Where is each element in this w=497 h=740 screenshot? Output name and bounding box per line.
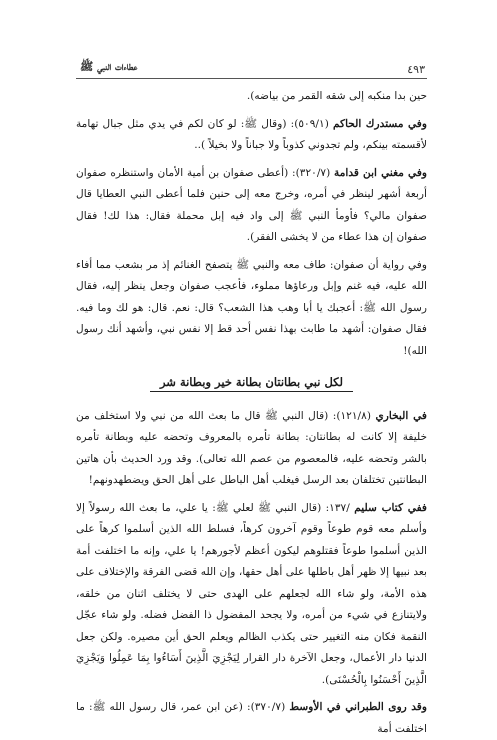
paragraph bbox=[76, 697, 427, 740]
paragraph-text: حين بدا منكبه إلى شقه القمر من بياضه). bbox=[246, 90, 427, 102]
paragraph-text: (٥٠٩/١): (وقال ﷺ: لو كان لكم في يدي مثل جبال تهامة لأقسمته بينكم، ولم تجدوني كذوباً ولا جباناً ولا بخيلاً ).. bbox=[76, 117, 427, 151]
running-title: عطاءات النبي ﷺ bbox=[80, 60, 138, 73]
paragraph bbox=[76, 255, 427, 363]
paragraph-text: وفي رواية أن صفوان: طاف معه والنبي ﷺ يتصفح الغنائم إذ مر بشعب مما أفاء الله عليه، فيه غنم وإبل ورعاؤها مملوء، فأعجب صفوان وجعل ينظر إليه، فقال رسول الله ﷺ: أعجبك يا أبا وهب هذا الشعب؟ قال: نعم. قال: هو لك وما فيه. فقال صفوان: أشهد ما طابت بهذا نفس أحد قط إلا نفس نبي، وأشهد أنك رسول الله)! bbox=[76, 258, 427, 357]
paragraph-lead: وفي مستدرك الحاكم bbox=[332, 117, 427, 130]
paragraph-text: (١٢١/٨): (قال النبي ﷺ قال ما بعث الله من نبي ولا استخلف من خليفة إلا كانت له بطانتان: بطانة تأمره بالمعروف وتحضه عليه وبطانة تأمره بالشر وتحضه عليه، فالمعصوم من عصم الله تعالى). وقد ورد الحديث بأن هاتين البطانتين تختلفان بعد الرسل فيغلب أهل الباطل على أهل الحق ويضطهدونهم! bbox=[76, 409, 427, 486]
paragraph-lead: ففي كتاب سليم bbox=[354, 501, 427, 514]
paragraph bbox=[76, 498, 427, 692]
paragraph-text: /١٣٧: (قال النبي ﷺ لعلي ﷺ: يا علي، ما بعث الله رسولاً إلا وأسلم معه قوم طوعاً وقوم آخرون كرهاً، فسلط الله الذين أسلموا كرهاً على الذين أسلموا طوعاً فقتلوهم ليكون أعظم لأجورهم! يا علي، وإنه ما اختلفت أمة بعد نبيها إلا ظهر أهل باطلها على أهل حقها، وإن الله قضى الفرقة والإختلاف على هذه الأمة، ولو شاء الله لجعلهم على الهدى حتى لا يختلف اثنان من خلقه، ولايتنازع في شيء من أمره، ولا يجحد المفضول ذا الفضل فضله. ولو شاء عجّل النقمة فكان منه التغيير حتى يكذب الظالم ويعلم الحق أين مصيره. ولكن جعل الدنيا دار الأعمال، وجعل الآخرة دار القرار لِيَجْزِيَ الَّذِينَ أَسَاءُوا بِمَا عَمِلُوا وَيَجْزِيَ الَّذِينَ أَحْسَنُوا بِالْحُسْنَى). bbox=[76, 501, 427, 686]
paragraph-lead: وقد روى الطبراني في الأوسط bbox=[289, 701, 427, 713]
header-divider bbox=[76, 78, 427, 79]
section-heading bbox=[76, 368, 427, 398]
paragraph bbox=[76, 406, 427, 492]
paragraph bbox=[76, 163, 427, 249]
section-heading-text: لكل نبي بطانتان بطانة خير وبطانة شر bbox=[150, 373, 353, 392]
paragraph-lead: في البخاري bbox=[375, 409, 427, 422]
paragraph-text: (٣٢٠/٧): (أعطى صفوان بن أمية الأمان واستنظره صفوان أربعة أشهر لينظر في أمره، وخرج معه إلى حنين فلما أعطى النبي العطايا قال صفوان مالي؟ فأومأ النبي ﷺ إلى واد فيه إبل محملة فقال: هذا لك! فقال صفوان إن هذا عطاء من لا يخشى الفقر). bbox=[76, 166, 427, 243]
page-number: ٤٩٣ bbox=[407, 63, 425, 76]
body-text bbox=[76, 86, 428, 735]
paragraph bbox=[76, 114, 427, 157]
paragraph-lead: وفي مغني ابن قدامة bbox=[334, 166, 428, 179]
page-header bbox=[80, 56, 425, 76]
paragraph-text: (٣٧٠/٧): (عن ابن عمر، قال رسول الله ﷺ: ما اختلفت أمة bbox=[76, 701, 427, 735]
paragraph bbox=[76, 86, 427, 108]
